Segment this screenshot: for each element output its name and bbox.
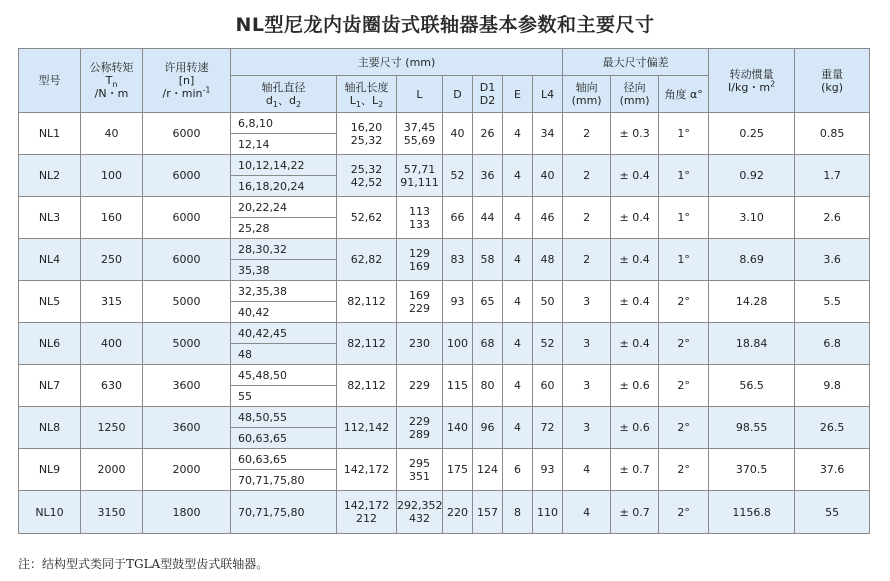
- cell-inertia: 370.5: [709, 449, 795, 491]
- header-radial: [611, 76, 659, 113]
- cell-angle: 2°: [659, 407, 709, 449]
- cell-inertia: 14.28: [709, 281, 795, 323]
- header-torque-l3: /N・m: [94, 87, 129, 100]
- cell-bore-dia: 70,71,75,80: [231, 470, 337, 491]
- header-torque-sub: n: [112, 80, 118, 90]
- cell-bore-dia: 10,12,14,22: [231, 155, 337, 176]
- cell-inertia: 0.92: [709, 155, 795, 197]
- cell-L-line: 292,352: [397, 499, 443, 512]
- header-radial-l1: 径向: [623, 81, 646, 94]
- cell-bore-dia: 60,63,65: [231, 449, 337, 470]
- cell-L-line: 129: [409, 246, 430, 260]
- cell-l4: 52: [533, 323, 563, 365]
- cell-e: 4: [503, 113, 533, 155]
- cell-bore-dia: 48: [231, 344, 337, 365]
- header-speed: [143, 49, 231, 113]
- cell-model: NL5: [19, 281, 81, 323]
- cell-radial: ± 0.4: [611, 197, 659, 239]
- cell-e: 4: [503, 323, 533, 365]
- cell-weight: 2.6: [795, 197, 870, 239]
- header-speed-sup: -1: [202, 85, 211, 95]
- header-inertia-l2: I/kg・m: [728, 80, 771, 94]
- header-angle: 角度 α°: [659, 76, 709, 113]
- cell-d: 40: [443, 113, 473, 155]
- cell-bore-dia: 40,42: [231, 302, 337, 323]
- table-row: [19, 323, 870, 344]
- cell-bore-len-line: 142,172: [343, 463, 390, 476]
- header-bore-len-l1: 轴孔长度: [344, 81, 389, 94]
- cell-l4: 46: [533, 197, 563, 239]
- cell-bore-len: [337, 113, 397, 155]
- cell-radial: ± 0.7: [611, 449, 659, 491]
- header-weight-l2: (kg): [821, 80, 844, 94]
- cell-L-line: 133: [409, 217, 430, 231]
- cell-L: [397, 323, 443, 365]
- cell-speed: 6000: [143, 197, 231, 239]
- cell-d: 52: [443, 155, 473, 197]
- cell-bore-dia: 25,28: [231, 218, 337, 239]
- cell-torque: 400: [81, 323, 143, 365]
- cell-axial: 2: [563, 155, 611, 197]
- cell-axial: 4: [563, 491, 611, 534]
- header-max-dev: 最大尺寸偏差: [563, 49, 709, 76]
- cell-inertia: 56.5: [709, 365, 795, 407]
- cell-L-line: 432: [409, 512, 430, 525]
- cell-axial: 2: [563, 197, 611, 239]
- header-inertia-sup: 2: [770, 78, 776, 88]
- cell-L-line: 37,45: [403, 120, 436, 134]
- cell-e: 6: [503, 449, 533, 491]
- header-torque-l2: T: [105, 74, 113, 87]
- table-row: [19, 197, 870, 218]
- cell-bore-dia: 16,18,20,24: [231, 176, 337, 197]
- page-title: NL型尼龙内齿圈齿式联轴器基本参数和主要尺寸: [235, 14, 655, 36]
- cell-l4: 60: [533, 365, 563, 407]
- cell-l4: 34: [533, 113, 563, 155]
- cell-bore-len-line: 52,62: [350, 211, 383, 224]
- cell-bore-dia: 32,35,38: [231, 281, 337, 302]
- cell-d: 140: [443, 407, 473, 449]
- header-speed-l2: [n]: [178, 74, 195, 87]
- cell-model: NL7: [19, 365, 81, 407]
- header-inertia: [709, 49, 795, 113]
- cell-inertia: 0.25: [709, 113, 795, 155]
- cell-L: [397, 197, 443, 239]
- table-body: [19, 113, 870, 534]
- header-D: D: [443, 76, 473, 113]
- footnote: 注：结构型式类同于TGLA型鼓型齿式联轴器。: [18, 557, 269, 571]
- header-torque-l1: 公称转矩: [89, 61, 134, 74]
- cell-d1d2: 96: [473, 407, 503, 449]
- cell-weight: 37.6: [795, 449, 870, 491]
- cell-inertia: 18.84: [709, 323, 795, 365]
- table-row: [19, 407, 870, 428]
- cell-model: NL6: [19, 323, 81, 365]
- cell-angle: 2°: [659, 491, 709, 534]
- cell-weight: 6.8: [795, 323, 870, 365]
- cell-radial: ± 0.4: [611, 323, 659, 365]
- header-bore-dia-d: d: [265, 94, 273, 107]
- cell-bore-len: [337, 491, 397, 534]
- cell-bore-len: [337, 281, 397, 323]
- header-L4: L4: [533, 76, 563, 113]
- cell-bore-dia: 20,22,24: [231, 197, 337, 218]
- cell-bore-len-line: 25,32: [350, 162, 383, 176]
- cell-model: NL1: [19, 113, 81, 155]
- header-bore-len: [337, 76, 397, 113]
- table-row: [19, 449, 870, 470]
- cell-axial: 3: [563, 281, 611, 323]
- cell-speed: 6000: [143, 155, 231, 197]
- table-row: [19, 113, 870, 134]
- cell-angle: 1°: [659, 197, 709, 239]
- header-bore-dia-s2: 2: [295, 100, 302, 110]
- cell-bore-len-line: 16,20: [350, 120, 383, 134]
- cell-e: 4: [503, 239, 533, 281]
- cell-radial: ± 0.4: [611, 155, 659, 197]
- cell-angle: 1°: [659, 239, 709, 281]
- cell-bore-len-line: 42,52: [350, 175, 383, 189]
- cell-model: NL10: [19, 491, 81, 534]
- cell-bore-len-line: 25,32: [350, 133, 383, 147]
- cell-axial: 2: [563, 239, 611, 281]
- cell-bore-len-line: 112,142: [343, 421, 390, 434]
- cell-d: 115: [443, 365, 473, 407]
- cell-L-line: 113: [409, 204, 430, 218]
- cell-bore-len: [337, 197, 397, 239]
- header-L: L: [397, 76, 443, 113]
- cell-l4: 72: [533, 407, 563, 449]
- cell-radial: ± 0.3: [611, 113, 659, 155]
- cell-l4: 93: [533, 449, 563, 491]
- cell-L-line: 229: [409, 379, 430, 392]
- cell-d1d2: 68: [473, 323, 503, 365]
- cell-d1d2: 157: [473, 491, 503, 534]
- spec-table: [18, 48, 870, 534]
- cell-e: 4: [503, 197, 533, 239]
- cell-l4: 110: [533, 491, 563, 534]
- cell-model: NL2: [19, 155, 81, 197]
- table-row: [19, 155, 870, 176]
- cell-d1d2: 44: [473, 197, 503, 239]
- cell-bore-dia: 55: [231, 386, 337, 407]
- cell-model: NL3: [19, 197, 81, 239]
- header-E: E: [503, 76, 533, 113]
- cell-d1d2: 80: [473, 365, 503, 407]
- cell-torque: 3150: [81, 491, 143, 534]
- cell-bore-len-line: 212: [356, 512, 377, 525]
- table-row: [19, 491, 870, 534]
- cell-l4: 48: [533, 239, 563, 281]
- cell-d: 220: [443, 491, 473, 534]
- cell-radial: ± 0.6: [611, 407, 659, 449]
- header-axial-l2: (mm): [571, 94, 602, 107]
- cell-speed: 3600: [143, 365, 231, 407]
- header-bore-len-s2: 2: [378, 100, 384, 110]
- cell-d1d2: 36: [473, 155, 503, 197]
- header-bore-dia-l1: 轴孔直径: [261, 81, 306, 94]
- cell-model: NL4: [19, 239, 81, 281]
- cell-bore-dia: 70,71,75,80: [231, 491, 337, 534]
- cell-weight: 3.6: [795, 239, 870, 281]
- table-row: [19, 239, 870, 260]
- cell-angle: 2°: [659, 449, 709, 491]
- cell-radial: ± 0.7: [611, 491, 659, 534]
- header-axial-l1: 轴向: [575, 81, 598, 94]
- header-speed-l3: /r・min: [162, 87, 203, 100]
- cell-torque: 1250: [81, 407, 143, 449]
- cell-bore-dia: 60,63,65: [231, 428, 337, 449]
- cell-bore-dia: 40,42,45: [231, 323, 337, 344]
- cell-l4: 40: [533, 155, 563, 197]
- header-torque: [81, 49, 143, 113]
- header-D2: D2: [479, 94, 496, 107]
- cell-d1d2: 26: [473, 113, 503, 155]
- cell-bore-dia: 35,38: [231, 260, 337, 281]
- header-speed-l1: 许用转速: [164, 61, 209, 74]
- cell-axial: 3: [563, 365, 611, 407]
- header-radial-l2: (mm): [619, 94, 650, 107]
- cell-d1d2: 65: [473, 281, 503, 323]
- cell-angle: 1°: [659, 113, 709, 155]
- cell-angle: 2°: [659, 281, 709, 323]
- header-bore-dia-sep: 、d: [278, 94, 296, 107]
- cell-bore-len-line: 82,112: [347, 337, 386, 350]
- header-weight-l1: 重量: [821, 67, 844, 81]
- cell-L: [397, 449, 443, 491]
- cell-L: [397, 155, 443, 197]
- cell-bore-dia: 48,50,55: [231, 407, 337, 428]
- cell-axial: 3: [563, 407, 611, 449]
- cell-torque: 40: [81, 113, 143, 155]
- cell-angle: 2°: [659, 323, 709, 365]
- cell-L: [397, 281, 443, 323]
- header-bore-len-sep: 、L: [361, 94, 379, 107]
- header-bore-dia: [231, 76, 337, 113]
- cell-bore-dia: 45,48,50: [231, 365, 337, 386]
- cell-axial: 4: [563, 449, 611, 491]
- cell-inertia: 98.55: [709, 407, 795, 449]
- cell-bore-len: [337, 155, 397, 197]
- header-D1D2: [473, 76, 503, 113]
- cell-L-line: 351: [409, 469, 430, 483]
- cell-angle: 1°: [659, 155, 709, 197]
- cell-bore-len: [337, 407, 397, 449]
- cell-L: [397, 239, 443, 281]
- header-axial: [563, 76, 611, 113]
- cell-d: 93: [443, 281, 473, 323]
- cell-bore-dia: 12,14: [231, 134, 337, 155]
- cell-d: 83: [443, 239, 473, 281]
- table-row: [19, 281, 870, 302]
- cell-L-line: 91,111: [400, 175, 439, 189]
- cell-torque: 160: [81, 197, 143, 239]
- cell-L: [397, 365, 443, 407]
- cell-torque: 2000: [81, 449, 143, 491]
- cell-weight: 9.8: [795, 365, 870, 407]
- cell-bore-len: [337, 239, 397, 281]
- header-weight: [795, 49, 870, 113]
- cell-radial: ± 0.4: [611, 281, 659, 323]
- cell-torque: 100: [81, 155, 143, 197]
- cell-d: 175: [443, 449, 473, 491]
- cell-L-line: 230: [409, 337, 430, 350]
- cell-d1d2: 124: [473, 449, 503, 491]
- cell-axial: 3: [563, 323, 611, 365]
- cell-inertia: 3.10: [709, 197, 795, 239]
- cell-e: 4: [503, 155, 533, 197]
- cell-e: 4: [503, 407, 533, 449]
- cell-speed: 6000: [143, 113, 231, 155]
- cell-speed: 6000: [143, 239, 231, 281]
- header-bore-len-s1: 1: [355, 100, 361, 110]
- cell-angle: 2°: [659, 365, 709, 407]
- cell-bore-len-line: 82,112: [347, 295, 386, 308]
- cell-model: NL9: [19, 449, 81, 491]
- cell-weight: 55: [795, 491, 870, 534]
- table-header: [19, 49, 870, 113]
- cell-L-line: 229: [409, 414, 430, 428]
- cell-L-line: 55,69: [403, 133, 436, 147]
- cell-bore-len-line: 62,82: [350, 253, 383, 266]
- cell-bore-len-line: 142,172: [343, 499, 390, 512]
- cell-L-line: 169: [409, 288, 430, 302]
- cell-e: 8: [503, 491, 533, 534]
- cell-speed: 2000: [143, 449, 231, 491]
- cell-bore-len-line: 82,112: [347, 379, 386, 392]
- cell-bore-len: [337, 365, 397, 407]
- table-row: [19, 365, 870, 386]
- cell-d: 100: [443, 323, 473, 365]
- cell-speed: 5000: [143, 323, 231, 365]
- cell-e: 4: [503, 365, 533, 407]
- cell-L: [397, 113, 443, 155]
- cell-L: [397, 407, 443, 449]
- cell-torque: 315: [81, 281, 143, 323]
- cell-L-line: 289: [409, 427, 430, 441]
- cell-weight: 1.7: [795, 155, 870, 197]
- cell-L-line: 57,71: [403, 162, 436, 176]
- header-model: 型号: [19, 49, 81, 113]
- header-main-dims: 主要尺寸 (mm): [231, 49, 563, 76]
- cell-radial: ± 0.4: [611, 239, 659, 281]
- cell-bore-dia: 28,30,32: [231, 239, 337, 260]
- cell-d1d2: 58: [473, 239, 503, 281]
- cell-speed: 5000: [143, 281, 231, 323]
- cell-torque: 630: [81, 365, 143, 407]
- cell-bore-len: [337, 449, 397, 491]
- cell-d: 66: [443, 197, 473, 239]
- cell-inertia: 1156.8: [709, 491, 795, 534]
- cell-model: NL8: [19, 407, 81, 449]
- header-bore-len-l: L: [349, 94, 356, 107]
- cell-weight: 26.5: [795, 407, 870, 449]
- header-D1: D1: [479, 81, 496, 94]
- cell-axial: 2: [563, 113, 611, 155]
- cell-e: 4: [503, 281, 533, 323]
- cell-weight: 5.5: [795, 281, 870, 323]
- cell-bore-len: [337, 323, 397, 365]
- cell-speed: 1800: [143, 491, 231, 534]
- cell-weight: 0.85: [795, 113, 870, 155]
- cell-l4: 50: [533, 281, 563, 323]
- cell-L-line: 229: [409, 301, 430, 315]
- header-bore-dia-s1: 1: [272, 100, 278, 110]
- cell-L-line: 295: [409, 456, 430, 470]
- cell-radial: ± 0.6: [611, 365, 659, 407]
- cell-bore-dia: 6,8,10: [231, 113, 337, 134]
- cell-speed: 3600: [143, 407, 231, 449]
- cell-L: [397, 491, 443, 534]
- cell-L-line: 169: [409, 259, 430, 273]
- cell-torque: 250: [81, 239, 143, 281]
- header-inertia-l1: 转动惯量: [729, 67, 774, 81]
- cell-inertia: 8.69: [709, 239, 795, 281]
